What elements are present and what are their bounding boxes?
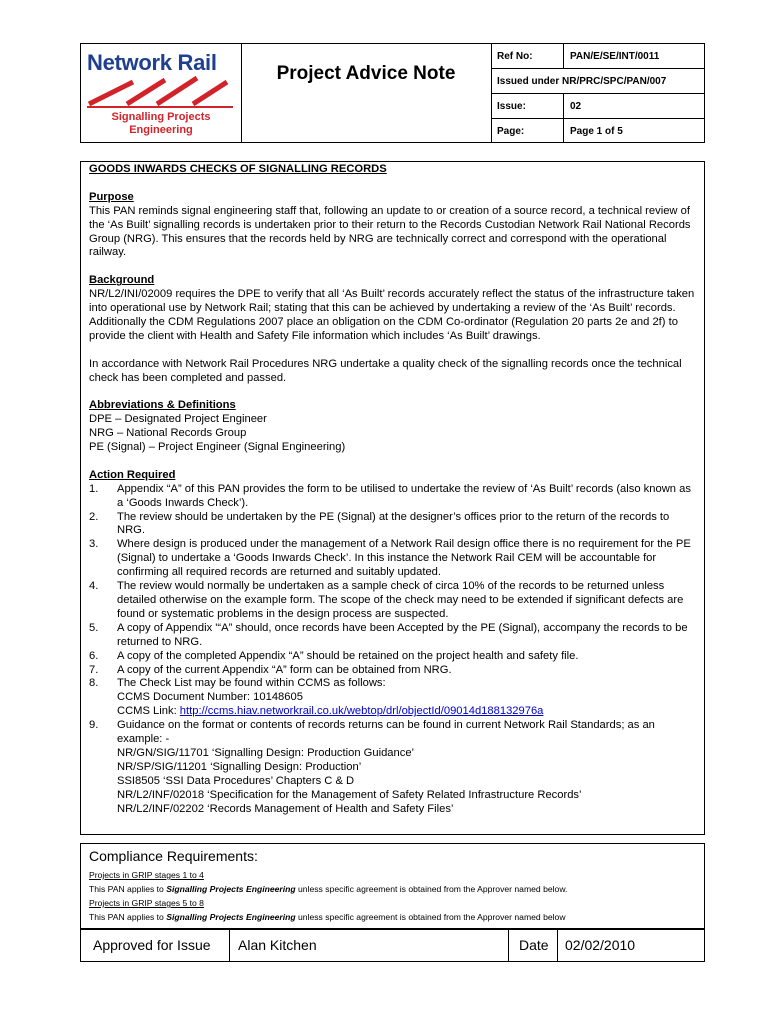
logo-subtitle: Signalling Projects Engineering (111, 111, 211, 136)
issue-row (491, 94, 704, 119)
background-text-2: In accordance with Network Rail Procedures NRG undertake a quality check of the signalling records once the technical check has been completed and passed. (89, 357, 682, 384)
document-meta-table (491, 44, 704, 143)
action-text: Where design is produced under the management of a Network Rail design office there is no requirement for the PE (Signal) to undertake a ‘Goods Inwards Check’. In this instance the Network Rail CEM will be accountable for confirming all required records are returned and suitably updated. (117, 538, 691, 579)
ccms-link[interactable]: http://ccms.hiav.networkrail.co.uk/webtop/drl/objectId/09014d188132976a (179, 705, 544, 718)
standard-item: NR/L2/INF/02202 ‘Records Management of Health and Safety Files’ (117, 802, 454, 815)
background-text-1: NR/L2/INI/02009 requires the DPE to verify that all ‘As Built’ records accurately reflect the status of the infrastructure taken into operational use by Network Rail; stating that this can be achieved by undertaking a review of the ‘As Built’ records. Additionally the CDM Regulations 2007 place an obligation on the CDM Co-ordinator (Regulation 20 parts 2e and 2f) to provide the client with Health and Safety File information which includes ‘As Built’ drawings. (89, 288, 695, 342)
title-cell (241, 44, 492, 142)
action-item (89, 677, 696, 719)
action-text: A copy of the current Appendix “A” form can be obtained from NRG. (117, 663, 452, 676)
approver-name: Alan Kitchen (238, 937, 317, 953)
action-item (89, 650, 696, 664)
action-text: A copy of Appendix '“A” should, once records have been Accepted by the PE (Signal), accompany the records to be returned to NRG. (117, 621, 688, 648)
action-item (89, 622, 696, 650)
page-label: Page: (491, 119, 564, 144)
grip-stage-heading: Projects in GRIP stages 5 to 8 (89, 898, 204, 908)
action-list (89, 483, 696, 678)
standard-item: NR/GN/SIG/11701 ‘Signalling Design: Production Guidance’ (117, 746, 415, 759)
abbreviation-item: DPE – Designated Project Engineer (89, 413, 267, 426)
issued-under-row (491, 69, 704, 94)
logo-swoosh-icon (87, 74, 233, 108)
main-content (80, 161, 705, 835)
document-header (80, 43, 705, 143)
issue-label: Issue: (491, 94, 564, 119)
action-item (89, 664, 696, 678)
abbreviation-item: NRG – National Records Group (89, 427, 247, 440)
action-heading: Action Required (89, 468, 176, 481)
standard-item: NR/SP/SIG/11201 ‘Signalling Design: Production’ (117, 760, 362, 773)
issue-value: 02 (564, 94, 705, 119)
approved-label: Approved for Issue (93, 937, 211, 953)
background-heading: Background (89, 274, 155, 287)
date-value: 02/02/2010 (565, 937, 636, 953)
page-row (491, 119, 704, 144)
action-number: 3. (89, 538, 99, 551)
grip-stage-heading: Projects in GRIP stages 1 to 4 (89, 870, 204, 880)
purpose-text: This PAN reminds signal engineering staff that, following an update to or creation of a source record, a technical review of the ‘As Built’ signalling records is undertaken prior to their return to the Records Custodian Network Rail National Records Group (NRG). This ensures that the records held by NRG are technically correct and correspond with the operational railway. (89, 204, 691, 259)
action-text: The Check List may be found within CCMS as follows: (117, 677, 386, 690)
compliance-box (80, 843, 705, 929)
action-number: 8. (89, 677, 99, 690)
compliance-line: This PAN applies to Signalling Projects Engineering unless specific agreement is obtained from the Approver named below (89, 912, 566, 922)
action-number: 4. (89, 580, 99, 593)
ref-value: PAN/E/SE/INT/0011 (564, 44, 705, 69)
action-number: 5. (89, 621, 99, 634)
purpose-heading: Purpose (89, 190, 134, 203)
abbreviations-heading: Abbreviations & Definitions (89, 399, 236, 412)
action-number: 9. (89, 719, 99, 732)
logo-cell (81, 44, 242, 142)
action-number: 7. (89, 663, 99, 676)
action-item (89, 483, 696, 511)
ccms-document-number: CCMS Document Number: 10148605 (117, 691, 303, 704)
action-number: 1. (89, 482, 99, 495)
action-text: A copy of the completed Appendix “A” should be retained on the project health and safety file. (117, 649, 579, 662)
approval-row (80, 929, 705, 962)
action-item (89, 538, 696, 580)
standards-list (117, 747, 696, 817)
action-text: The review would normally be undertaken as a sample check of circa 10% of the records to be returned unless detailed otherwise on the example form. The scope of the check may need to be extended if significant defects are found or systematic problems in the design process are suspected. (117, 580, 684, 620)
page-value: Page 1 of 5 (570, 125, 623, 137)
ref-label: Ref No: (491, 44, 564, 69)
ref-row (491, 44, 704, 69)
action-text: The review should be undertaken by the PE (Signal) at the designer’s offices prior to the return of the records to NRG. (117, 510, 670, 537)
compliance-line: This PAN applies to Signalling Projects Engineering unless specific agreement is obtained from the Approver named below. (89, 884, 568, 894)
standard-item: SSI8505 ‘SSI Data Procedures’ Chapters C & D (117, 774, 355, 787)
document-title: Project Advice Note (276, 63, 456, 84)
action-text: Guidance on the format or contents of records returns can be found in current Network Rail Standards; as an example: - (117, 719, 655, 746)
standard-item: NR/L2/INF/02018 ‘Specification for the Management of Safety Related Infrastructure Records’ (117, 788, 582, 801)
abbreviation-item: PE (Signal) – Project Engineer (Signal Engineering) (89, 441, 346, 454)
action-number: 6. (89, 649, 99, 662)
action-number: 2. (89, 510, 99, 523)
ccms-link-label: CCMS Link: (117, 705, 180, 718)
action-item (89, 580, 696, 622)
action-item (89, 511, 696, 539)
issued-under: Issued under NR/PRC/SPC/PAN/007 (491, 69, 704, 94)
date-label: Date (519, 937, 549, 953)
action-item (89, 719, 696, 816)
main-heading: GOODS INWARDS CHECKS OF SIGNALLING RECORDS (89, 163, 387, 175)
action-text: Appendix “A” of this PAN provides the form to be utilised to undertake the review of ‘As Built’ records (also known as a ‘Goods Inwards Check’). (117, 482, 691, 509)
compliance-title: Compliance Requirements: (89, 848, 258, 864)
network-rail-logo: Network Rail (87, 50, 217, 75)
